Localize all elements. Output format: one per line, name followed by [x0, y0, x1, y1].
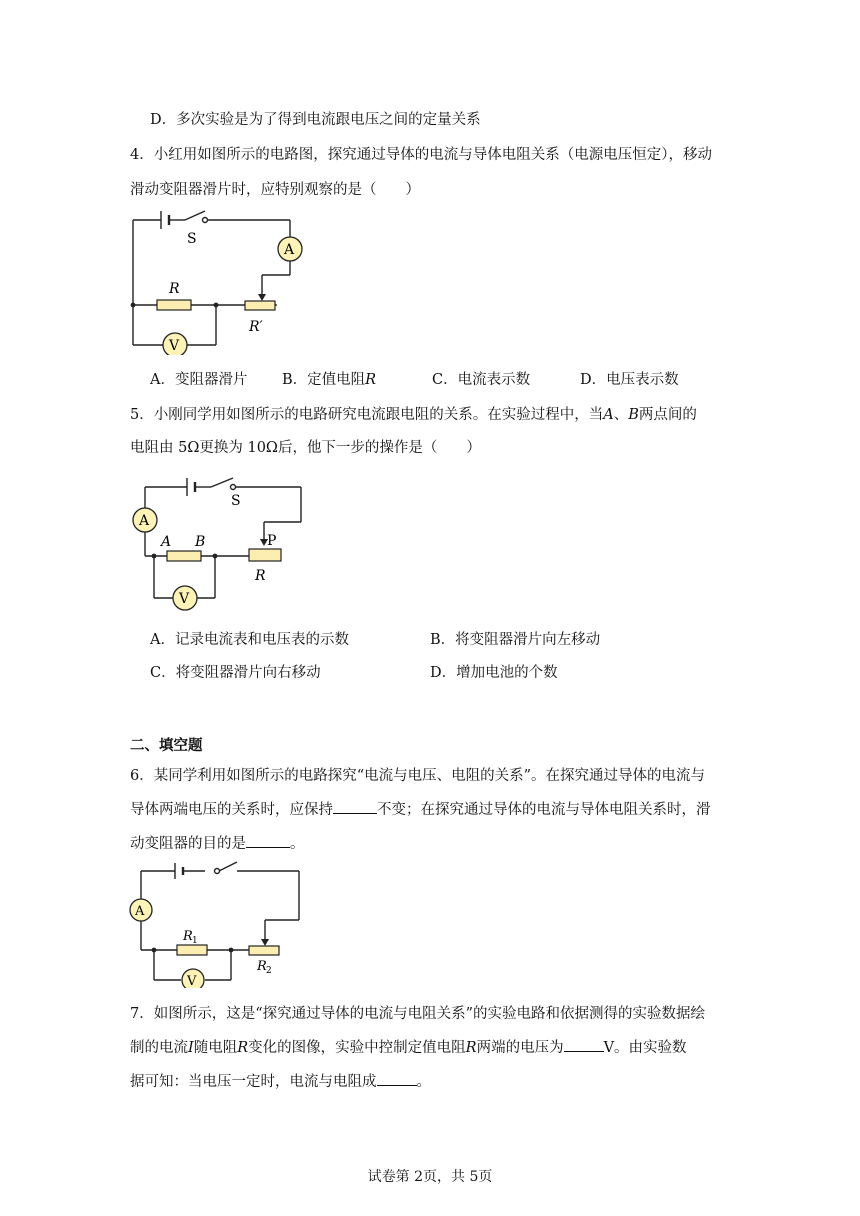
q3-option-d: D．多次实验是为了得到电流跟电压之间的定量关系 — [150, 112, 481, 128]
q4-option-b: B．定值电阻R — [282, 372, 377, 388]
q6-voltmeter-label: V — [187, 974, 197, 988]
q5-point-a-label: A — [161, 534, 172, 550]
section-title: 二、填空题 — [130, 737, 203, 754]
q5-rheostat-label: R — [255, 568, 266, 584]
q7-stem-line2: 制的电流I随电阻R变化的图像，实验中控制定值电阻R两端的电压为 V。由实验数 — [130, 1037, 687, 1058]
q6-stem-line1: 6．某同学利用如图所示的电路探究“电流与电压、电阻的关系”。在探究通过导体的电流与 — [130, 768, 706, 784]
q5-option-c: C．将变阻器滑片向右移动 — [150, 665, 321, 681]
q5-slider-label: P — [267, 533, 277, 549]
q6-r1-subscript: 1 — [192, 936, 198, 946]
q5-switch-label: S — [231, 493, 241, 509]
q5-circuit-diagram — [125, 472, 315, 612]
q5-point-b-label: B — [195, 534, 206, 550]
page-footer: 试卷第 2页，共 5页 — [367, 1169, 493, 1185]
q4-option-d: D．电压表示数 — [580, 372, 679, 388]
q5-option-a: A．记录电流表和电压表的示数 — [150, 632, 349, 648]
q7-blank-2[interactable] — [377, 1071, 417, 1086]
q5-option-b: B．将变阻器滑片向左移动 — [430, 632, 601, 648]
q7-stem-line3: 据可知：当电压一定时，电流与电阻成 。 — [130, 1071, 431, 1092]
q6-stem-line2: 导体两端电压的关系时，应保持 不变；在探究通过导体的电流与导体电阻关系时，滑 — [130, 799, 711, 820]
q6-r2-subscript: 2 — [266, 966, 272, 976]
q5-option-d: D．增加电池的个数 — [430, 665, 558, 681]
q4-switch-label: S — [187, 231, 197, 247]
q6-blank-1[interactable] — [333, 799, 377, 814]
q5-stem-line1: 5．小刚同学用如图所示的电路研究电流跟电阻的关系。在实验过程中，当A、B两点间的 — [130, 407, 697, 423]
q7-stem-line1: 7．如图所示，这是“探究通过导体的电流与电阻关系”的实验电路和依据测得的实验数据绘 — [130, 1006, 706, 1022]
q4-circuit-diagram — [125, 205, 315, 355]
q4-voltmeter-label: V — [169, 338, 180, 354]
q5-ammeter-label: A — [139, 513, 150, 529]
q4-option-c: C．电流表示数 — [432, 372, 531, 388]
q4-resistor-label: R — [169, 281, 180, 297]
q6-r2-label: R — [257, 959, 267, 974]
q4-rheostat-label: R′ — [249, 319, 263, 335]
q4-ammeter-label: A — [284, 242, 295, 258]
q7-blank-1[interactable] — [564, 1037, 604, 1052]
q5-stem-line2: 电阻由 5Ω更换为 10Ω后，他下一步的操作是（ ） — [130, 440, 481, 456]
q4-stem-line2: 滑动变阻器滑片时，应特别观察的是（ ） — [130, 182, 420, 198]
q4-option-a: A．变阻器滑片 — [150, 372, 248, 388]
q6-circuit-diagram — [125, 858, 315, 988]
q6-ammeter-label: A — [135, 904, 145, 919]
q5-voltmeter-label: V — [179, 591, 190, 607]
q6-r1-label: R — [183, 929, 193, 944]
q6-stem-line3: 动变阻器的目的是 。 — [130, 833, 305, 854]
q4-stem-line1: 4．小红用如图所示的电路图，探究通过导体的电流与导体电阻关系（电源电压恒定），移动 — [130, 147, 712, 163]
q6-blank-2[interactable] — [246, 833, 290, 848]
